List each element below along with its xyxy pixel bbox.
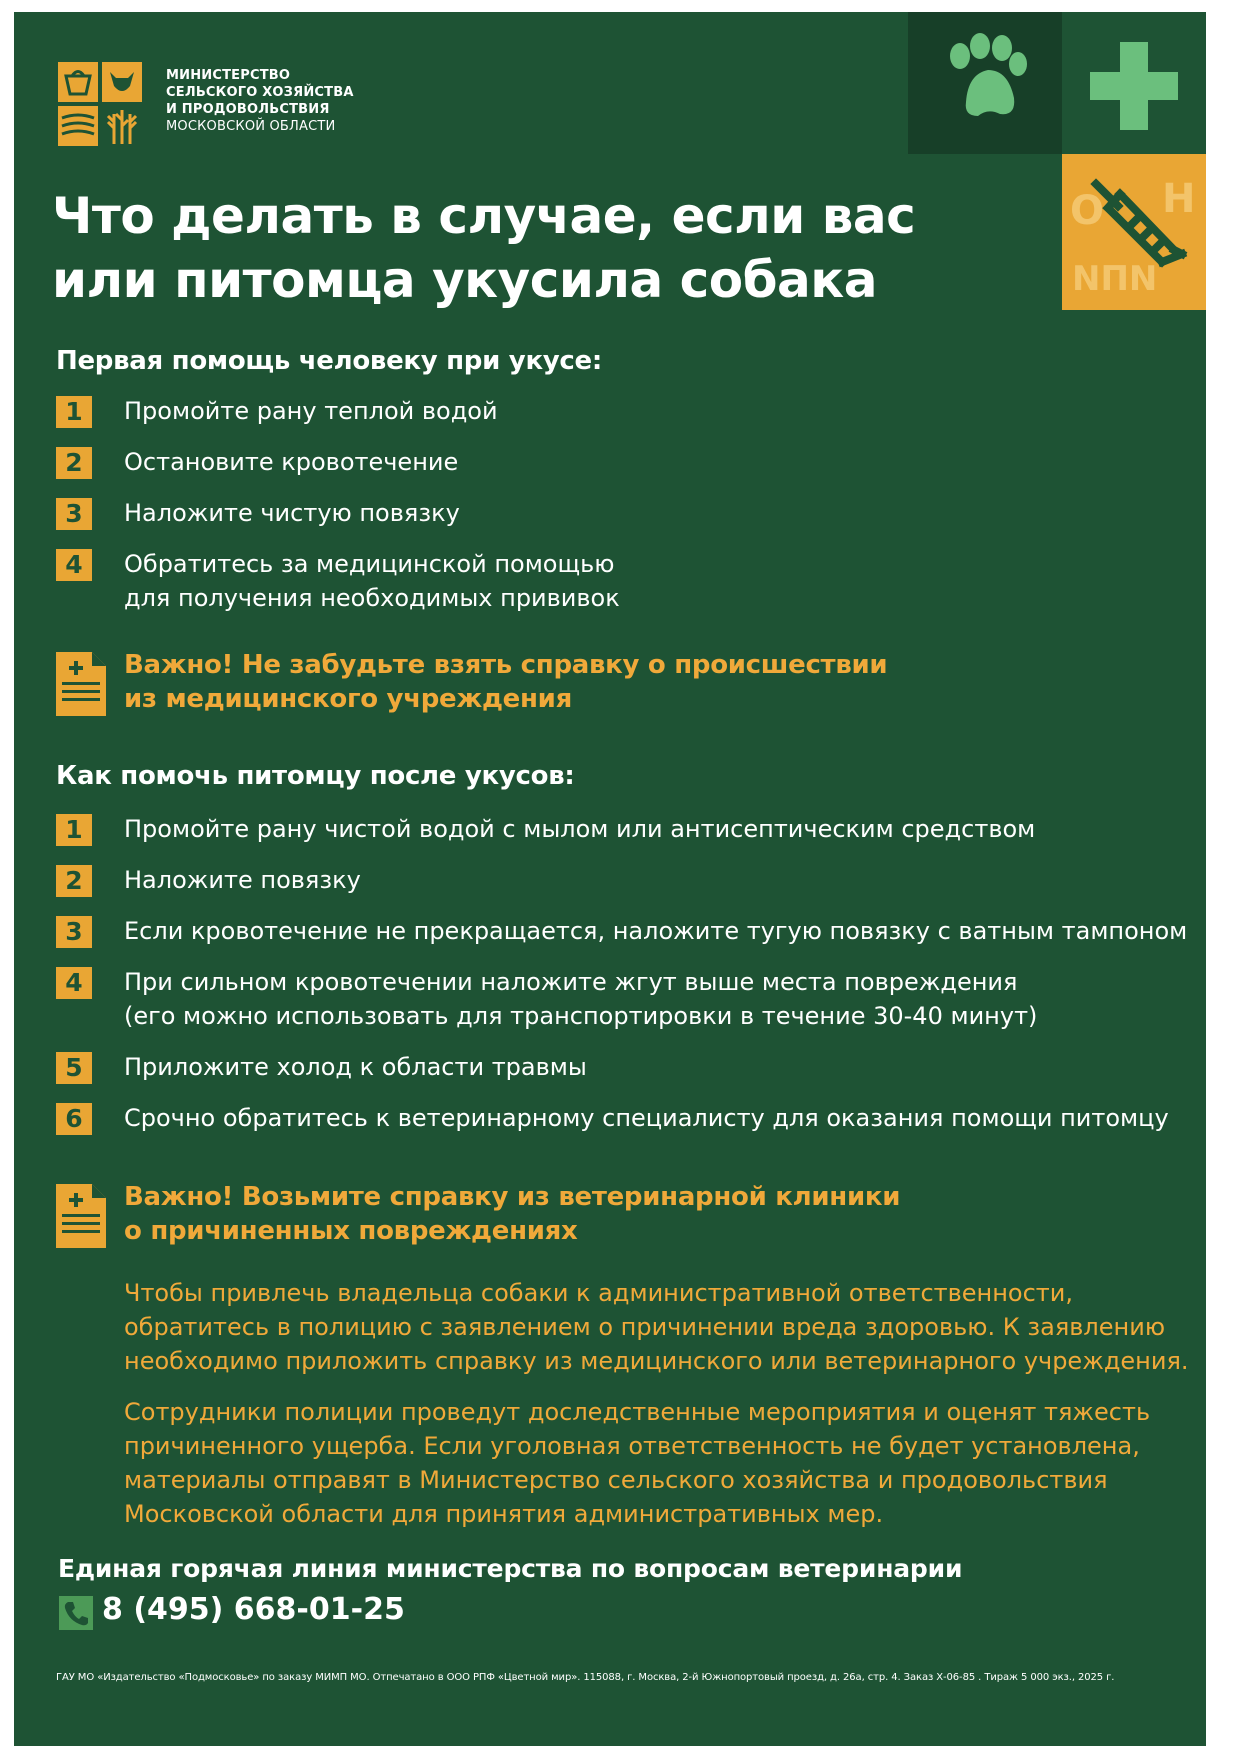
svg-text:H: H [1162,176,1196,222]
step-number: 1 [56,814,92,846]
step-number: 4 [56,549,92,581]
list-item [56,445,1196,479]
step-text: Срочно обратитесь к ветеринарному специалисту для оказания помощи питомцу [124,1104,1169,1132]
important-line: о причиненных повреждениях [124,1216,578,1246]
org-line: И ПРОДОВОЛЬСТВИЯ [166,102,330,117]
list-item [56,965,1196,1033]
phone-icon [59,1596,93,1630]
svg-text:O: O [1070,188,1105,234]
medical-cross-tile [1062,12,1206,154]
step-text: Если кровотечение не прекращается, наложите тугую повязку с ватным тампоном [124,917,1188,945]
step-text: Наложите чистую повязку [124,499,460,527]
paragraph-line: материалы отправят в Министерство сельского хозяйства и продовольствия [124,1466,1108,1494]
step-number: 1 [56,396,92,428]
investigation-paragraph [124,1395,1150,1531]
step-number: 3 [56,498,92,530]
step-number: 5 [56,1052,92,1084]
medical-cross-icon [1062,12,1206,154]
hotline-heading: Единая горячая линия министерства по вопросам ветеринарии [58,1554,963,1583]
step-number: 3 [56,916,92,948]
list-item [56,1101,1196,1135]
step-text: Остановите кровотечение [124,448,459,476]
list-item [56,914,1196,948]
org-line: МОСКОВСКОЙ ОБЛАСТИ [166,119,336,134]
paragraph-line: причиненного ущерба. Если уголовная ответственность не будет установлена, [124,1432,1140,1460]
ministry-logo [58,62,142,146]
step-text: Промойте рану чистой водой с мылом или антисептическим средством [124,815,1036,843]
important-line: Важно! Не забудьте взять справку о происшествии [124,650,888,680]
step-text: Промойте рану теплой водой [124,397,498,425]
step-number: 2 [56,447,92,479]
step-text: для получения необходимых прививок [124,584,620,612]
title-line: Что делать в случае, если вас [52,187,916,245]
step-text: Наложите повязку [124,866,361,894]
pet-first-aid-heading: Как помочь питомцу после укусов: [56,761,575,791]
list-item [56,394,1196,428]
title-line: или питомца укусила собака [52,251,877,309]
step-text: Обратитесь за медицинской помощью [124,550,615,578]
imprint: ГАУ МО «Издательство «Подмосковье» по заказу МИМП МО. Отпечатано в ООО РПФ «Цветной мир». 115088, г. Москва, 2-й Южнопортовый проезд, д. 26а, стр. 4. Заказ Х-06-85 . Тираж 5 000 экз., 2025 г. [56,1672,1115,1683]
syringe-icon [1062,154,1206,310]
org-line: МИНИСТЕРСТВО [166,68,291,83]
paragraph-line: необходимо приложить справку из медицинского или ветеринарного учреждения. [124,1347,1189,1375]
poster [14,12,1206,1746]
police-paragraph [124,1276,1189,1378]
step-text: Приложите холод к области травмы [124,1053,587,1081]
paragraph-line: Сотрудники полиции проведут доследственные мероприятия и оценят тяжесть [124,1398,1151,1426]
document-icon [56,1184,106,1248]
list-item [56,547,1196,615]
step-number: 2 [56,865,92,897]
important-line: из медицинского учреждения [124,684,572,714]
pet-first-aid-list [56,812,1196,1152]
step-text: При сильном кровотечении наложите жгут выше места повреждения [124,968,1018,996]
list-item [56,496,1196,530]
list-item [56,1050,1196,1084]
paw-icon [908,12,1062,154]
human-first-aid-heading: Первая помощь человеку при укусе: [56,346,602,376]
paragraph-line: обратитесь в полицию с заявлением о причинении вреда здоровью. К заявлению [124,1313,1166,1341]
svg-text:NПN: NПN [1072,259,1158,299]
list-item [56,812,1196,846]
paw-tile [908,12,1062,154]
page-title [52,184,932,312]
paragraph-line: Московской области для принятия административных мер. [124,1500,884,1528]
step-text: (его можно использовать для транспортировки в течение 30-40 минут) [124,1002,1038,1030]
syringe-tile [1062,154,1206,310]
step-number: 6 [56,1103,92,1135]
org-line: СЕЛЬСКОГО ХОЗЯЙСТВА [166,85,354,100]
document-icon [56,652,106,716]
important-text [124,1180,900,1248]
human-first-aid-list [56,394,1196,632]
paragraph-line: Чтобы привлечь владельца собаки к административной ответственности, [124,1279,1074,1307]
ministry-name [166,67,354,135]
important-text [124,648,887,716]
step-number: 4 [56,967,92,999]
important-line: Важно! Возьмите справку из ветеринарной клиники [124,1182,901,1212]
hotline-phone[interactable]: 8 (495) 668-01-25 [102,1592,405,1627]
list-item [56,863,1196,897]
